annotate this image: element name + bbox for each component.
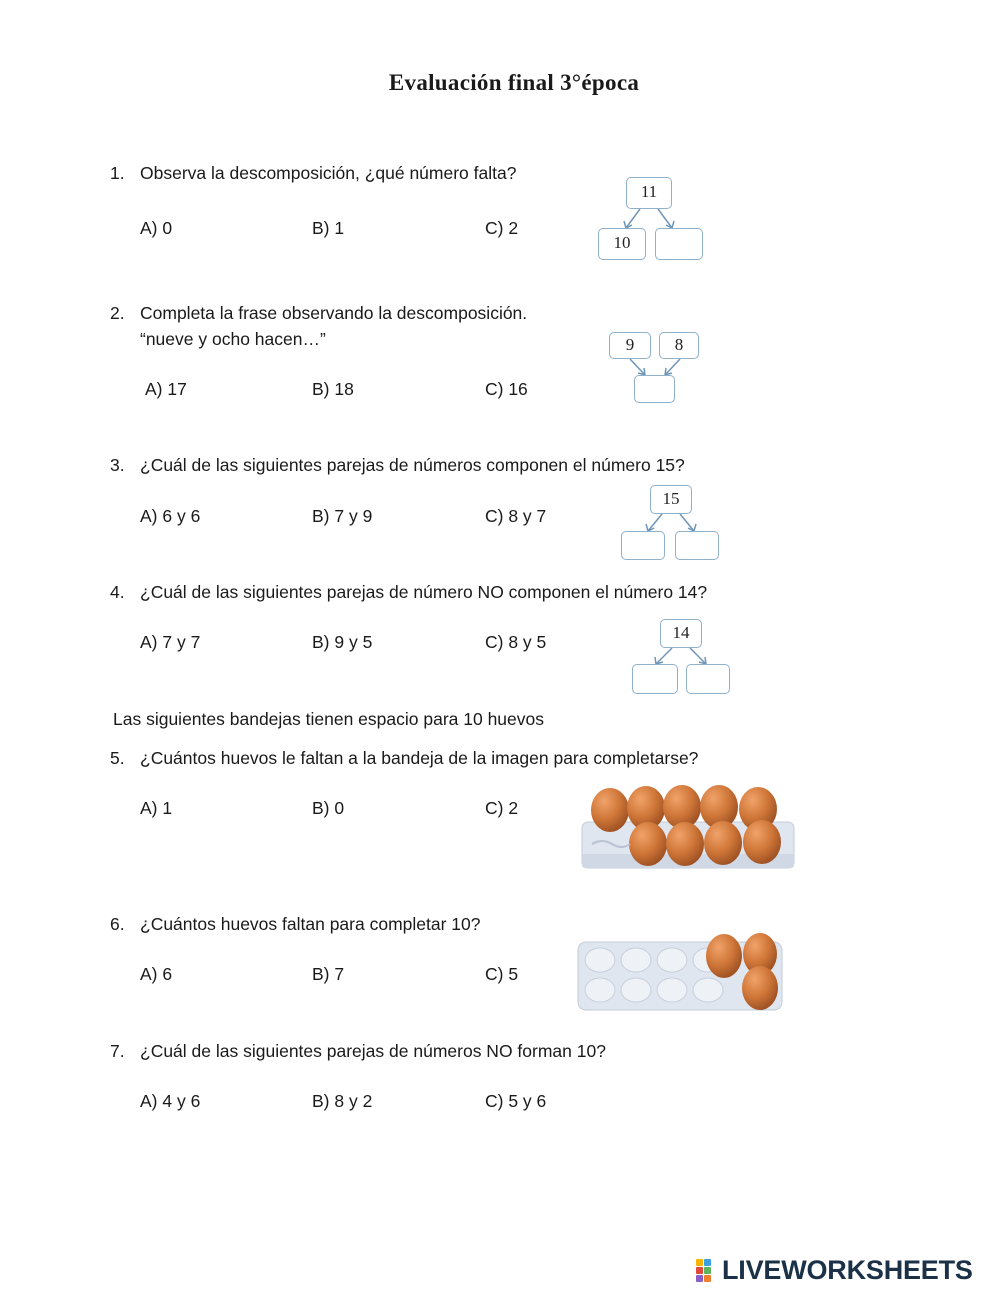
option-a[interactable]: A) 0 — [140, 218, 173, 238]
question-text: Observa la descomposición, ¿qué número falta? — [140, 163, 517, 183]
question-text: ¿Cuál de las siguientes parejas de números componen el número 15? — [140, 455, 685, 475]
question-text: ¿Cuál de las siguientes parejas de números NO forman 10? — [140, 1041, 606, 1061]
option-b[interactable]: B) 7 — [312, 964, 345, 984]
option-b[interactable]: B) 0 — [312, 798, 345, 818]
option-a[interactable]: A) 7 y 7 — [140, 632, 201, 652]
egg-tray-image-full — [578, 782, 798, 872]
question-text: ¿Cuál de las siguientes parejas de número NO componen el número 14? — [140, 582, 708, 602]
question-number: 1. — [110, 163, 125, 183]
question-text: Completa la frase observando la descomposición. — [140, 303, 528, 323]
option-b[interactable]: B) 1 — [312, 218, 345, 238]
logo-text: LIVEWORKSHEETS — [722, 1254, 973, 1285]
option-a[interactable]: A) 6 y 6 — [140, 506, 201, 526]
option-c[interactable]: C) 5 y 6 — [485, 1091, 547, 1111]
option-b[interactable]: B) 9 y 5 — [312, 632, 373, 652]
option-c[interactable]: C) 8 y 7 — [485, 506, 547, 526]
question-number: 6. — [110, 914, 125, 934]
left-number-box: 10 — [598, 228, 646, 260]
option-c[interactable]: C) 8 y 5 — [485, 632, 547, 652]
question-2-phrase: “nueve y ocho hacen…” — [140, 329, 326, 349]
option-c[interactable]: C) 2 — [485, 218, 519, 238]
option-c[interactable]: C) 16 — [485, 379, 528, 399]
top-number-box: 14 — [660, 619, 702, 648]
tray-intro-text: Las siguientes bandejas tienen espacio para 10 huevos — [113, 709, 545, 729]
question-text: ¿Cuántos huevos faltan para completar 10? — [140, 914, 481, 934]
egg-tray-image-partial — [574, 930, 786, 1018]
answer-box-left[interactable] — [632, 664, 678, 694]
option-a[interactable]: A) 1 — [140, 798, 173, 818]
option-b[interactable]: B) 8 y 2 — [312, 1091, 373, 1111]
question-number: 5. — [110, 748, 125, 768]
option-b[interactable]: B) 18 — [312, 379, 354, 399]
top-number-box: 15 — [650, 485, 692, 514]
option-c[interactable]: C) 2 — [485, 798, 519, 818]
liveworksheets-logo[interactable] — [696, 1254, 973, 1286]
top-number-box: 11 — [626, 177, 672, 209]
option-a[interactable]: A) 4 y 6 — [140, 1091, 201, 1111]
question-number: 2. — [110, 303, 125, 323]
left-number-box: 9 — [609, 332, 651, 359]
answer-box-right[interactable] — [686, 664, 730, 694]
question-number: 4. — [110, 582, 125, 602]
option-a[interactable]: A) 17 — [145, 379, 187, 399]
question-number: 7. — [110, 1041, 125, 1061]
right-number-box: 8 — [659, 332, 699, 359]
option-a[interactable]: A) 6 — [140, 964, 173, 984]
liveworksheets-logo-icon — [696, 1257, 720, 1283]
option-c[interactable]: C) 5 — [485, 964, 519, 984]
option-b[interactable]: B) 7 y 9 — [312, 506, 373, 526]
question-text: ¿Cuántos huevos le faltan a la bandeja de la imagen para completarse? — [140, 748, 699, 768]
page-title: Evaluación final 3°época — [388, 70, 640, 95]
question-number: 3. — [110, 455, 125, 475]
